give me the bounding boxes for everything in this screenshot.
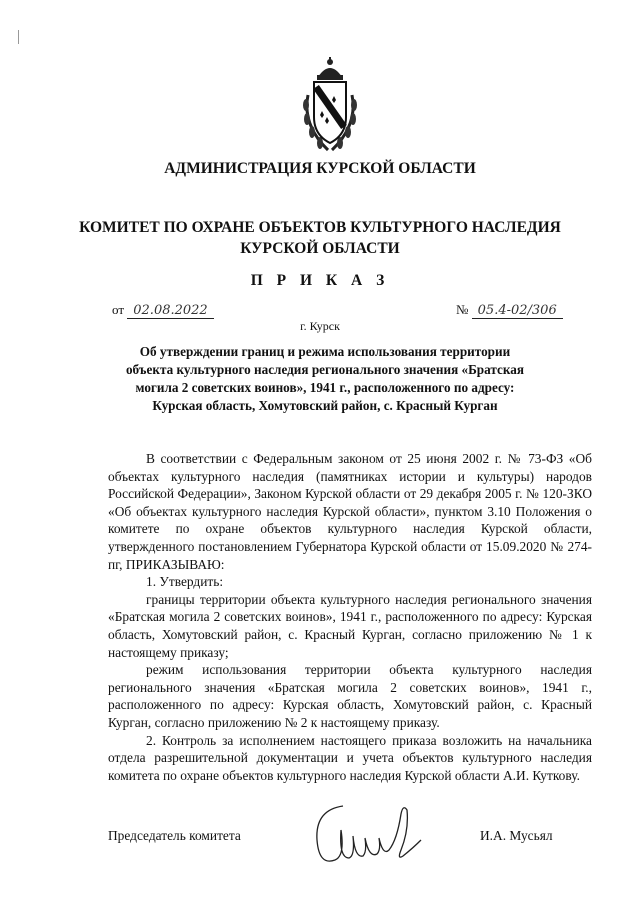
order-date: 02.08.2022: [127, 303, 213, 319]
subject-line: объекта культурного наследия регионального значения «Братская: [125, 362, 525, 377]
body-paragraph: границы территории объекта культурного наследия регионального значения «Братская могила 2 советских воинов», 1941 г., расположенного по адресу: Курская область, Хомутовский район, с. Красный Курган, согласно приложению № 1 к настоящему приказу;: [108, 591, 592, 660]
number-prefix: №: [456, 302, 469, 317]
city: г. Курск: [300, 319, 340, 333]
signatory-role: Председатель комитета: [108, 828, 241, 843]
handwritten-signature: [305, 800, 425, 870]
body-paragraph: В соответствии с Федеральным законом от 25 июня 2002 г. № 73-ФЗ «Об объектах культурного наследия (памятниках истории и культуры) народов Российской Федерации», Законом Курской области от 29 декабря 2005 г. № 120-ЗКО «Об объектах культурного наследия Курской области», пунктом 3.10 Положения о комитете по охране объектов культурного наследия Курской области, утвержденного постановлением Губернатора Курской области от 15.09.2020 № 274-пг, ПРИКАЗЫВАЮ:: [108, 451, 592, 572]
order-date-row: [112, 302, 214, 318]
body-paragraph: 2. Контроль за исполнением настоящего приказа возложить на начальника отдела разрешительной документации и учета объектов культурного наследия комитета по охране объектов культурного наследия Курской области А.И. Куткову.: [108, 732, 592, 783]
order-number: 05.4-02/306: [472, 303, 563, 319]
order-body: [108, 450, 592, 784]
body-paragraph: 1. Утвердить:: [146, 574, 224, 590]
page-edge-mark: [18, 30, 19, 44]
committee-title-line: КОМИТЕТ ПО ОХРАНЕ ОБЪЕКТОВ КУЛЬТУРНОГО НАСЛЕДИЯ: [79, 219, 561, 236]
subject-line: могила 2 советских воинов», 1941 г., расположенного по адресу:: [135, 380, 515, 395]
order-number-row: [456, 302, 563, 318]
committee-title-line: КУРСКОЙ ОБЛАСТИ: [240, 240, 400, 257]
signatory-name: И.А. Мусьял: [480, 828, 553, 843]
subject-line: Курская область, Хомутовский район, с. Красный Курган: [152, 398, 498, 413]
administration-title: АДМИНИСТРАЦИЯ КУРСКОЙ ОБЛАСТИ: [164, 160, 476, 177]
body-paragraph: режим использования территории объекта культурного наследия регионального значения «Братская могила 2 советских воинов», 1941 г., расположенного по адресу: Курская область, Хомутовский район, с. Красный Курган, согласно приложению № 2 к настоящему приказу.: [108, 662, 592, 730]
committee-title: [0, 217, 640, 259]
subject-line: Об утверждении границ и режима использования территории: [139, 344, 511, 359]
date-prefix: от: [112, 302, 125, 317]
document-type: П Р И К А З: [250, 272, 390, 289]
order-subject: [110, 343, 540, 415]
kursk-coat-of-arms-icon: [298, 55, 362, 155]
